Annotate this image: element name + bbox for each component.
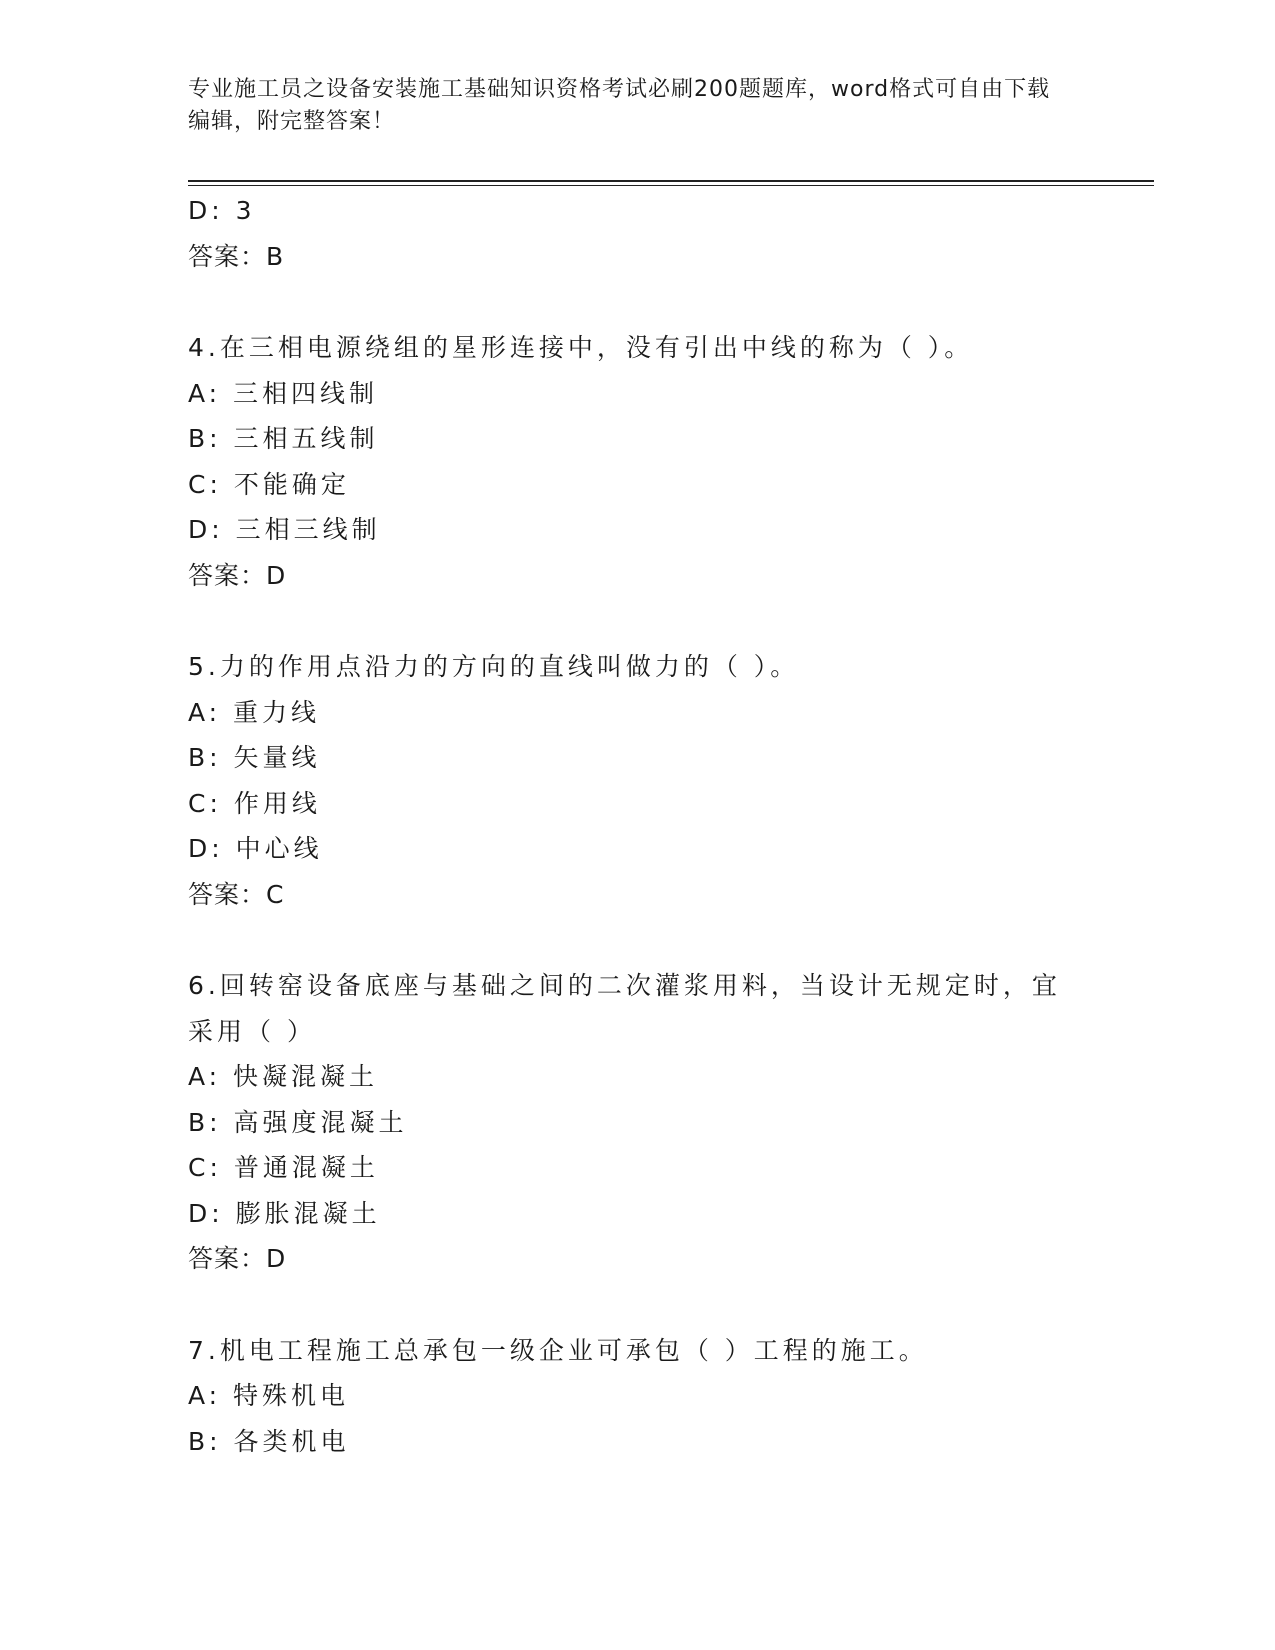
option-a: A: 特殊机电 — [188, 1381, 350, 1410]
question-stem: 6.回转窑设备底座与基础之间的二次灌浆用料，当设计无规定时，宜 — [188, 971, 1061, 1000]
option-b: B: 三相五线制 — [188, 424, 379, 453]
option-d: D: 中心线 — [188, 834, 323, 863]
option-b: B: 各类机电 — [188, 1426, 350, 1456]
page-header — [188, 74, 1068, 138]
option-a: A: 重力线 — [188, 697, 321, 727]
option-b: B: 高强度混凝土 — [188, 1107, 408, 1137]
option-a: A: 三相四线制 — [188, 378, 379, 408]
option-c: C: 作用线 — [188, 788, 321, 818]
header-divider — [188, 180, 1154, 182]
question-stem: 5.力的作用点沿力的方向的直线叫做力的（ ）。 — [188, 652, 800, 681]
answer: 答案：B — [188, 241, 285, 271]
option-c: C: 普通混凝土 — [188, 1153, 379, 1182]
option-d: D: 膨胀混凝土 — [188, 1198, 381, 1228]
header-title: 专业施工员之设备安装施工基础知识资格考试必刷200题题库，word格式可自由下载编辑，附完整答案！ — [188, 77, 1051, 134]
answer: 答案：C — [188, 879, 285, 909]
answer: 答案：D — [188, 560, 287, 590]
option-a: A: 快凝混凝土 — [188, 1062, 379, 1091]
header-divider-thin — [188, 185, 1154, 186]
option-d: D: 3 — [188, 196, 256, 225]
question-stem: 4.在三相电源绕组的星形连接中，没有引出中线的称为（ ）。 — [188, 333, 974, 362]
question-list — [188, 188, 1088, 1464]
question-stem: 7.机电工程施工总承包一级企业可承包（ ）工程的施工。 — [188, 1335, 928, 1365]
option-d: D: 三相三线制 — [188, 515, 381, 544]
option-b: B: 矢量线 — [188, 743, 321, 772]
option-c: C: 不能确定 — [188, 469, 350, 499]
question-stem-continued: 采用（ ） — [188, 1016, 316, 1046]
answer: 答案：D — [188, 1244, 287, 1273]
